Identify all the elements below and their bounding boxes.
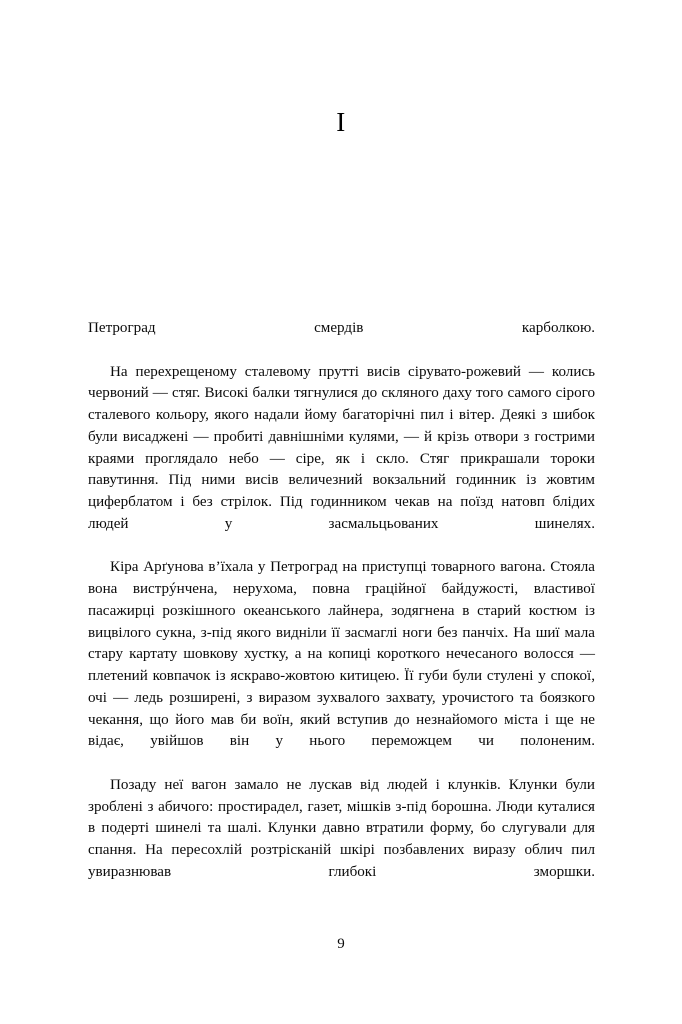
chapter-number-heading: I <box>336 107 346 137</box>
paragraph: На перехрещеному сталевому прутті висів сірувато-рожевий — колись червоний — стяг. Високі балки тягнулися до скляного даху того самого сірого сталевого кольору, якого надали йому багаторічні пил і вітер. Деякі з шибок були висаджені — пробиті давнішніми кулями, — й крізь отвори з гострими краями проглядало небо — сіре, як і скло. Стяг прикрашали тороки павутиння. Під ними висів величезний вокзальний годинник із жовтим циферблатом і без стрілок. Під годинником чекав на поїзд натовп блідих людей у засмальцьованих шинелях. <box>88 363 595 532</box>
body-text-column <box>88 318 595 905</box>
paragraph: Позаду неї вагон замало не лускав від людей і клунків. Клунки були зроблені з абичого: простирадел, газет, мішків з-під борошна. Люди куталися в подерті шинелі та шалі. Клунки давно втратили форму, бо слугували для спання. На пересохлій розтрісканій шкірі позбавлених виразу облич пил увиразнював глибокі зморшки. <box>88 776 595 880</box>
page-number: 9 <box>337 936 345 952</box>
paragraph: Петроград смердів карболкою. <box>88 320 595 336</box>
paragraph: Кіра Арґунова в’їхала у Петроград на приступці товарного вагона. Стояла вона вистрýнчена, нерухома, повна граційної байдужості, властивої пасажирці розкішного океанського лайнера, зодягнена в старий костюм із вицвілого сукна, з-під якого видніли її засмаглі ноги без панчіх. На шиї мала стару картату шовкову хустку, а на копиці короткого нечесаного волосся — плетений ковпачок із яскраво-жовтою китицею. Її губи були стулені у спокої, очі — ледь розширені, з виразом зухвалого захвату, урочистого та боязкого чекання, що його мав би воїн, який вступив до незнайомого міста і ще не відає, увійшов він у нього переможцем чи полоненим. <box>88 559 595 750</box>
